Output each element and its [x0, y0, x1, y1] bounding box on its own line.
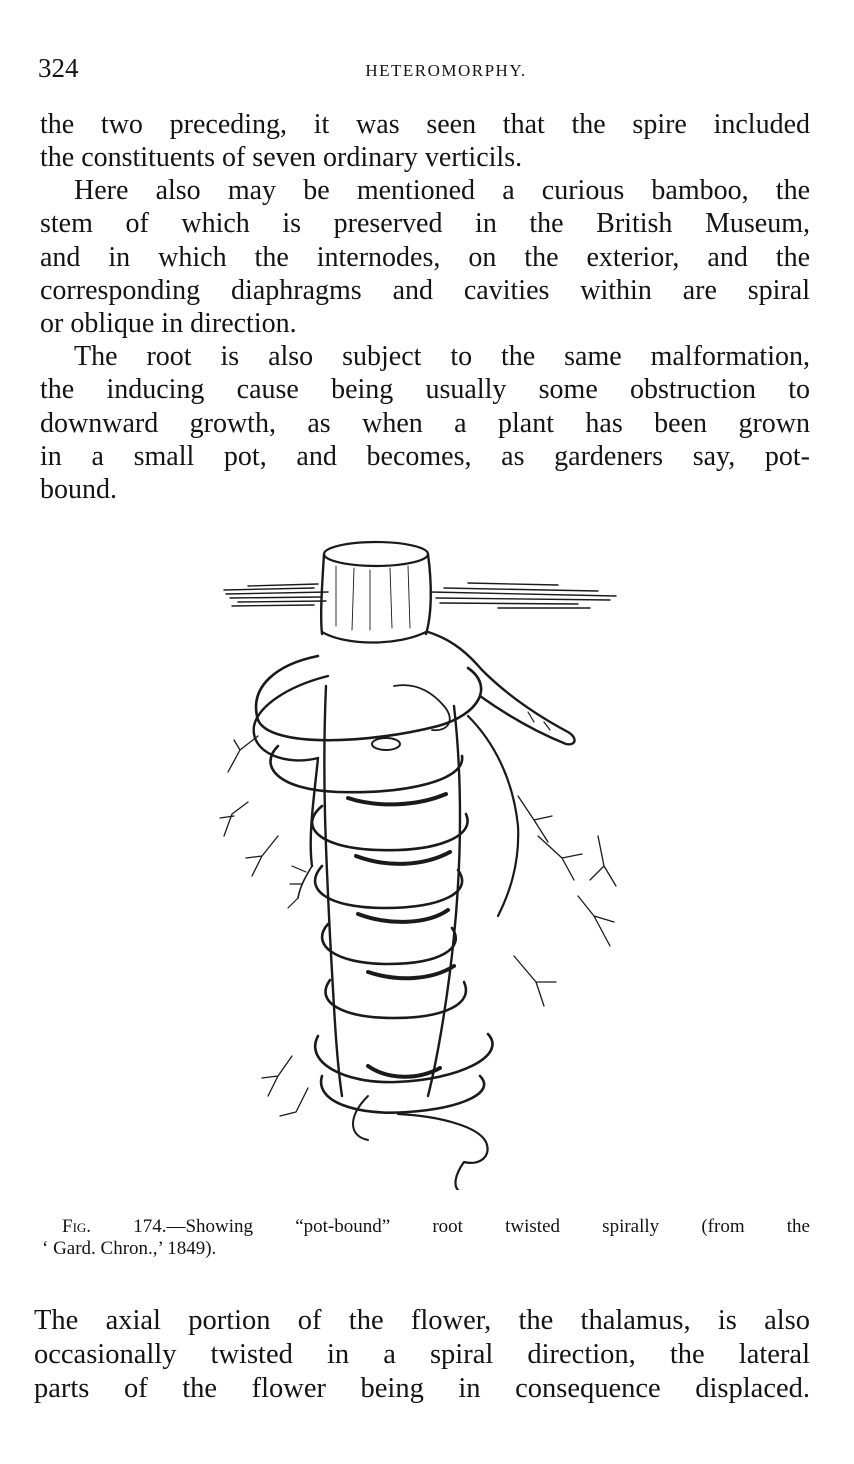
text-line: corresponding diaphragms and cavities within are spiral [40, 274, 810, 306]
caption-text: 174.—Showing “pot-bound” root twisted spirally (from the [91, 1216, 810, 1237]
page-number: 324 [38, 53, 79, 83]
figure-label: Fig. [62, 1216, 92, 1237]
text-line: and in which the internodes, on the exterior, and the [40, 241, 810, 273]
running-title: HETEROMORPHY. [365, 61, 527, 80]
paragraph-4 [34, 1304, 810, 1406]
text-line: parts of the flower being in consequence displaced. [34, 1373, 810, 1404]
text-line: or oblique in direction. [40, 308, 297, 340]
paragraph-2 [40, 174, 810, 340]
caption-line: ‘ Gard. Chron.,’ 1849). [42, 1238, 217, 1259]
text-line: in a small pot, and becomes, as gardeners say, pot- [40, 440, 810, 472]
text-line: occasionally twisted in a spiral direction, the lateral [34, 1339, 810, 1370]
text-line: the constituents of seven ordinary verticils. [40, 142, 523, 174]
running-head [38, 50, 810, 86]
text-line: Here also may be mentioned a curious bamboo, the [74, 175, 810, 206]
paragraph-3 [40, 340, 810, 506]
text-line: downward growth, as when a plant has been grown [40, 407, 810, 439]
text-line: The root is also subject to the same malformation, [74, 341, 810, 372]
paragraph-1 [40, 108, 810, 175]
text-line: stem of which is preserved in the British Museum, [40, 208, 810, 240]
text-line: The axial portion of the flower, the thalamus, is also [34, 1305, 810, 1336]
pot-bound-root-illustration [218, 536, 628, 1190]
text-line: the inducing cause being usually some obstruction to [40, 374, 810, 406]
text-line: the two preceding, it was seen that the spire included [40, 109, 810, 140]
figure-caption [42, 1216, 810, 1260]
text-line: bound. [40, 474, 117, 506]
caption-line [42, 1216, 810, 1238]
